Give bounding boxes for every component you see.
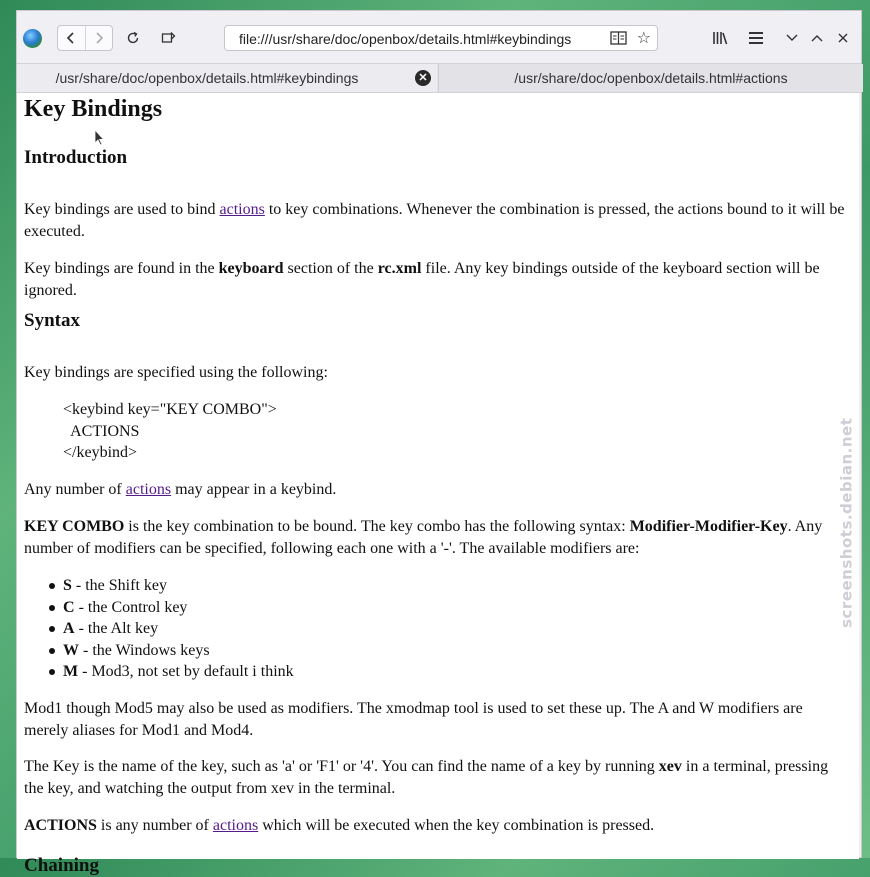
- maximize-button[interactable]: [804, 25, 830, 51]
- list-item: A - the Alt key: [24, 618, 294, 640]
- syntax-intro: Key bindings are specified using the following:: [24, 364, 328, 381]
- watermark: screenshots.debian.net: [837, 417, 856, 629]
- close-window-button[interactable]: [830, 25, 856, 51]
- chevron-down-icon: [786, 34, 798, 42]
- actions-desc-paragraph: ACTIONS is any number of actions which will be executed when the key combination is pressed.: [24, 817, 655, 834]
- mouse-cursor-icon: [94, 129, 104, 146]
- code-line-1: <keybind key="KEY COMBO">: [63, 401, 277, 418]
- actions-link[interactable]: actions: [212, 817, 259, 834]
- key-combo-paragraph: KEY COMBO is the key combination to be bound. The key combo has the following syntax: Modifier-Modifier-Key. Any number of modifiers can be specified, following each one with a '-'. The available modifiers are:: [24, 518, 823, 557]
- heading-syntax: Syntax: [24, 310, 80, 331]
- intro-paragraph-1: Key bindings are used to bind actions to key combinations. Whenever the combination is pressed, the actions bound to it will be executed.: [24, 201, 845, 240]
- chevron-up-icon: [811, 34, 823, 42]
- library-button[interactable]: [707, 25, 733, 51]
- chevron-left-icon: [66, 31, 76, 45]
- bookmark-star-icon[interactable]: ☆: [636, 28, 651, 47]
- browser-logo-icon: [23, 29, 42, 48]
- forward-button[interactable]: [85, 26, 113, 50]
- tab-switch-button[interactable]: [155, 25, 181, 51]
- menu-button[interactable]: [743, 25, 769, 51]
- chevron-right-icon: [94, 31, 104, 45]
- heading-introduction: Introduction: [24, 147, 128, 168]
- actions-paragraph: Any number of actions may appear in a keybind.: [24, 481, 337, 498]
- reader-view-icon[interactable]: [610, 30, 627, 46]
- tab-label: /usr/share/doc/openbox/details.html#actions: [514, 70, 788, 86]
- url-bar[interactable]: [224, 25, 658, 51]
- hamburger-menu-icon: [749, 32, 763, 44]
- tab-label: /usr/share/doc/openbox/details.html#keybindings: [55, 70, 359, 86]
- page-content: [17, 93, 859, 876]
- actions-link[interactable]: actions: [125, 481, 172, 498]
- nav-button-group: [57, 25, 113, 51]
- tab-actions[interactable]: [438, 64, 863, 92]
- back-button[interactable]: [58, 26, 85, 50]
- tab-bar: [17, 63, 861, 93]
- list-item: S - the Shift key: [24, 575, 294, 597]
- intro-paragraph-2: Key bindings are found in the keyboard section of the rc.xml file. Any key bindings outside of the keyboard section will be ignored.: [24, 260, 820, 299]
- browser-window: [16, 10, 862, 876]
- page-title: Key Bindings: [24, 96, 163, 122]
- list-item: W - the Windows keys: [24, 640, 294, 662]
- code-line-2: ACTIONS: [63, 423, 140, 440]
- mod-paragraph: Mod1 though Mod5 may also be used as modifiers. The xmodmap tool is used to set these up. The A and W modifiers are merely aliases for Mod1 and Mod4.: [24, 700, 803, 739]
- browser-toolbar: [17, 11, 861, 63]
- heading-chaining: Chaining: [24, 855, 99, 876]
- library-icon: [712, 31, 728, 45]
- url-input[interactable]: file:///usr/share/doc/openbox/details.html#keybindings: [239, 31, 572, 47]
- reload-button[interactable]: [120, 25, 146, 51]
- modifier-list: [24, 575, 294, 683]
- list-item: C - the Control key: [24, 597, 294, 619]
- list-item: M - Mod3, not set by default i think: [24, 661, 294, 683]
- tab-switch-icon: [161, 31, 176, 45]
- actions-link[interactable]: actions: [219, 201, 265, 218]
- close-icon: [838, 33, 848, 43]
- tab-close-icon[interactable]: ✕: [415, 70, 431, 86]
- minimize-button[interactable]: [779, 25, 805, 51]
- key-paragraph: The Key is the name of the key, such as 'a' or 'F1' or '4'. You can find the name of a key by running xev in a terminal, pressing the key, and watching the output from xev in the terminal.: [24, 758, 829, 797]
- tab-keybindings[interactable]: [17, 64, 437, 92]
- code-line-3: </keybind>: [63, 444, 138, 461]
- reload-icon: [126, 31, 140, 45]
